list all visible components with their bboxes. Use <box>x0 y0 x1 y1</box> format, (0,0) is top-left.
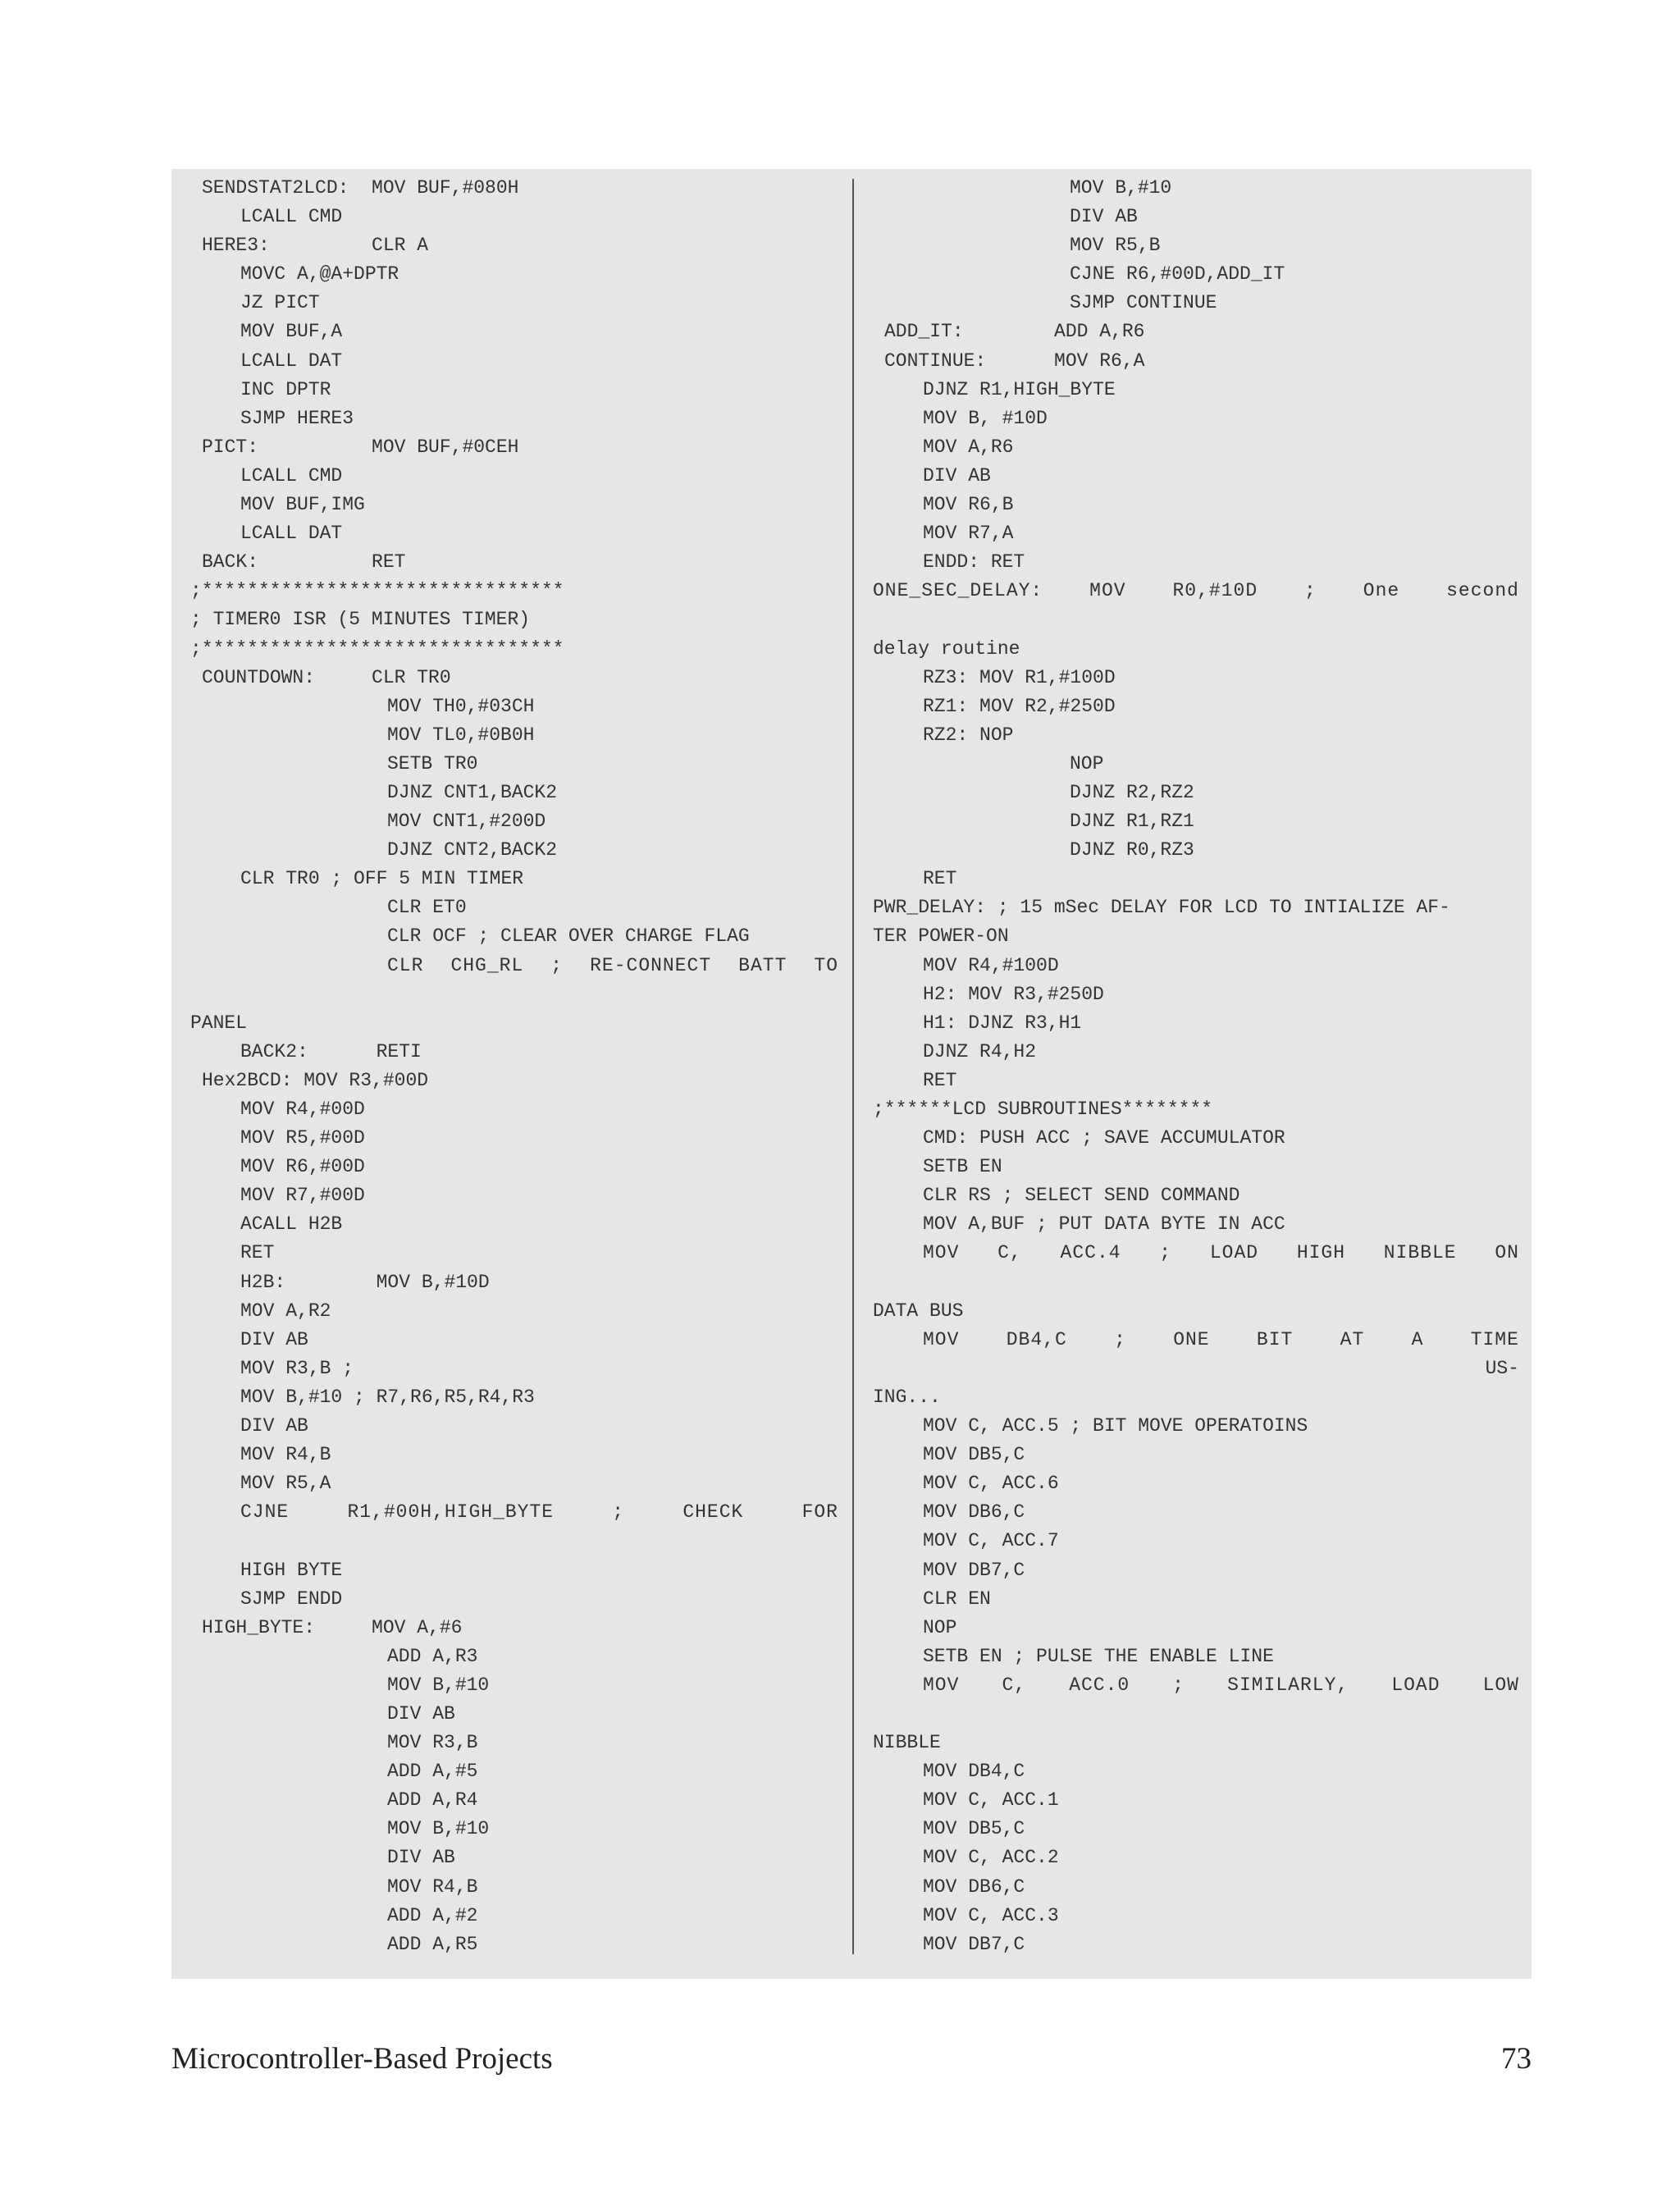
code-line: ONE_SEC_DELAY: MOV R0,#10D ; One second <box>873 580 1519 602</box>
code-line: BACK: RET <box>202 551 406 573</box>
code-line: MOV B,#10 <box>387 1674 490 1696</box>
code-line: PWR_DELAY: ; 15 mSec DELAY FOR LCD TO INTIALIZE AF- <box>873 897 1450 919</box>
code-line: LCALL CMD <box>240 464 343 487</box>
code-line: DJNZ R4,H2 <box>923 1040 1037 1062</box>
code-line: MOV A,BUF ; PUT DATA BYTE IN ACC <box>923 1213 1285 1236</box>
code-line: MOV R5,#00D <box>240 1127 365 1149</box>
code-line <box>873 1268 1519 1297</box>
code-line: MOV A,R2 <box>240 1300 331 1322</box>
code-line: NOP <box>923 1616 957 1638</box>
code-line: MOV C, ACC.2 <box>923 1847 1059 1869</box>
code-line: MOV R3,B <box>387 1732 478 1754</box>
code-line: HIGH BYTE <box>240 1559 343 1581</box>
code-line: MOV C, ACC.5 ; BIT MOVE OPERATOINS <box>923 1415 1308 1437</box>
code-line: DJNZ R1,RZ1 <box>1070 811 1194 833</box>
code-line: DJNZ R0,RZ3 <box>1070 839 1194 861</box>
code-line <box>873 605 1519 634</box>
code-line: DJNZ CNT1,BACK2 <box>387 781 558 803</box>
book-title: Microcontroller-Based Projects <box>171 2042 553 2076</box>
code-line: MOV BUF,IMG <box>240 494 365 516</box>
code-line: MOV C, ACC.4 ; LOAD HIGH NIBBLE ON <box>923 1242 1519 1264</box>
code-line: DIV AB <box>387 1702 455 1725</box>
code-line: H2B: MOV B,#10D <box>240 1271 490 1293</box>
code-line: DJNZ CNT2,BACK2 <box>387 839 558 861</box>
code-line: HIGH_BYTE: MOV A,#6 <box>202 1616 463 1638</box>
code-line: MOV DB7,C <box>923 1933 1025 1955</box>
code-line: MOV C, ACC.1 <box>923 1789 1059 1811</box>
code-line: BACK2: RETI <box>240 1040 422 1062</box>
code-line: RZ1: MOV R2,#250D <box>923 695 1116 717</box>
code-line: CLR RS ; SELECT SEND COMMAND <box>923 1185 1240 1207</box>
code-line <box>190 980 838 1009</box>
code-line: MOV TL0,#0B0H <box>387 724 535 746</box>
code-line: CMD: PUSH ACC ; SAVE ACCUMULATOR <box>923 1127 1285 1149</box>
code-line: CLR OCF ; CLEAR OVER CHARGE FLAG <box>387 925 750 948</box>
code-line: MOV R5,B <box>1070 235 1161 257</box>
code-line: ADD A,R5 <box>387 1933 478 1955</box>
code-line: LCALL CMD <box>240 206 343 228</box>
code-line: MOV R6,#00D <box>240 1156 365 1178</box>
code-line: MOV R4,#00D <box>240 1099 365 1120</box>
code-line: INC DPTR <box>240 378 331 400</box>
code-line: MOV DB4,C <box>923 1761 1025 1783</box>
code-line: CLR CHG_RL ; RE-CONNECT BATT TO <box>387 954 838 976</box>
code-line: CLR EN <box>923 1588 991 1610</box>
code-line: MOV B,#10 <box>387 1818 490 1840</box>
code-line: DIV AB <box>1070 206 1138 228</box>
code-line: ADD A,R3 <box>387 1645 478 1667</box>
column-divider <box>852 179 854 1954</box>
code-line: SETB TR0 <box>387 752 478 774</box>
code-line: ING... <box>873 1386 941 1408</box>
code-line: ENDD: RET <box>923 551 1025 573</box>
code-line: Hex2BCD: MOV R3,#00D <box>202 1069 429 1091</box>
code-line: MOV DB7,C <box>923 1559 1025 1581</box>
code-line: SETB EN ; PULSE THE ENABLE LINE <box>923 1645 1274 1667</box>
code-line: MOV R4,B <box>387 1875 478 1898</box>
code-line: CLR ET0 <box>387 897 467 919</box>
code-line: TER POWER-ON <box>873 925 1009 948</box>
code-line: MOV R3,B ; <box>240 1357 354 1379</box>
code-line: CJNE R1,#00H,HIGH_BYTE ; CHECK FOR <box>240 1501 838 1524</box>
code-line: SJMP ENDD <box>240 1588 343 1610</box>
code-line: ;******LCD SUBROUTINES******** <box>873 1099 1213 1120</box>
code-line: DIV AB <box>240 1328 308 1350</box>
code-line: H1: DJNZ R3,H1 <box>923 1012 1082 1034</box>
code-line: SETB EN <box>923 1156 1002 1178</box>
code-line: MOV DB6,C <box>923 1875 1025 1898</box>
code-line: MOV A,R6 <box>923 436 1014 458</box>
code-line: RET <box>240 1242 275 1264</box>
code-line: DIV AB <box>387 1847 455 1869</box>
code-line: MOV DB5,C <box>923 1444 1025 1466</box>
code-line: MOV TH0,#03CH <box>387 695 535 717</box>
code-line: SJMP CONTINUE <box>1070 292 1217 314</box>
code-line: MOV B,#10 ; R7,R6,R5,R4,R3 <box>240 1386 535 1408</box>
code-line: MOV B, #10D <box>923 407 1048 429</box>
code-line: MOV C, ACC.7 <box>923 1530 1059 1552</box>
code-line: delay routine <box>873 637 1020 660</box>
code-line: MOV DB4,C ; ONE BIT AT A TIME <box>923 1328 1519 1350</box>
code-line: MOV R5,A <box>240 1473 331 1495</box>
code-line: DJNZ R1,HIGH_BYTE <box>923 378 1116 400</box>
code-line: SJMP HERE3 <box>240 407 354 429</box>
code-column-left <box>190 174 838 1959</box>
code-line <box>190 1527 838 1556</box>
code-line: MOV DB5,C <box>923 1818 1025 1840</box>
code-line: SENDSTAT2LCD: MOV BUF,#080H <box>202 177 519 199</box>
code-line: H2: MOV R3,#250D <box>923 983 1104 1005</box>
code-line: MOV C, ACC.0 ; SIMILARLY, LOAD LOW <box>923 1674 1519 1696</box>
code-line: MOVC A,@A+DPTR <box>240 263 399 286</box>
code-line: JZ PICT <box>240 292 320 314</box>
code-line: CJNE R6,#00D,ADD_IT <box>1070 263 1285 286</box>
code-line: MOV R4,#100D <box>923 954 1059 976</box>
code-line: RZ2: NOP <box>923 724 1014 746</box>
code-line: PANEL <box>190 1012 248 1034</box>
code-line: DJNZ R2,RZ2 <box>1070 781 1194 803</box>
code-line: MOV CNT1,#200D <box>387 811 546 833</box>
code-line: ADD_IT: ADD A,R6 <box>884 321 1145 343</box>
code-line: ADD A,R4 <box>387 1789 478 1811</box>
code-line: RZ3: MOV R1,#100D <box>923 666 1116 688</box>
code-line: ;******************************** <box>190 637 564 660</box>
code-line: COUNTDOWN: CLR TR0 <box>202 666 451 688</box>
code-line: MOV R6,B <box>923 494 1014 516</box>
code-line: CONTINUE: MOV R6,A <box>884 349 1145 372</box>
code-line: HERE3: CLR A <box>202 235 429 257</box>
code-line: MOV R7,#00D <box>240 1185 365 1207</box>
code-line: NIBBLE <box>873 1732 941 1754</box>
code-line: RET <box>923 868 957 890</box>
page-number: 73 <box>1501 2042 1532 2076</box>
code-line: ; TIMER0 ISR (5 MINUTES TIMER) <box>190 609 531 631</box>
code-line: CLR TR0 ; OFF 5 MIN TIMER <box>240 868 524 890</box>
code-line: RET <box>923 1069 957 1091</box>
code-line: MOV C, ACC.3 <box>923 1904 1059 1926</box>
page-footer <box>171 2036 1532 2086</box>
code-line: MOV R7,A <box>923 523 1014 545</box>
code-line: MOV BUF,A <box>240 321 343 343</box>
code-line: ACALL H2B <box>240 1213 343 1236</box>
code-line <box>873 1700 1519 1729</box>
code-line: DIV AB <box>923 464 991 487</box>
code-line: LCALL DAT <box>240 349 343 372</box>
code-line: NOP <box>1070 752 1104 774</box>
code-line: ;******************************** <box>190 580 564 602</box>
code-line: LCALL DAT <box>240 523 343 545</box>
code-line: ADD A,#5 <box>387 1761 478 1783</box>
code-column-right <box>873 174 1519 1959</box>
code-line: MOV R4,B <box>240 1444 331 1466</box>
code-line: MOV B,#10 <box>1070 177 1172 199</box>
code-line: US- <box>1485 1357 1519 1379</box>
code-line: DATA BUS <box>873 1300 964 1322</box>
code-line: MOV C, ACC.6 <box>923 1473 1059 1495</box>
code-line: MOV DB6,C <box>923 1501 1025 1524</box>
code-line: DIV AB <box>240 1415 308 1437</box>
code-line: ADD A,#2 <box>387 1904 478 1926</box>
code-line: PICT: MOV BUF,#0CEH <box>202 436 519 458</box>
